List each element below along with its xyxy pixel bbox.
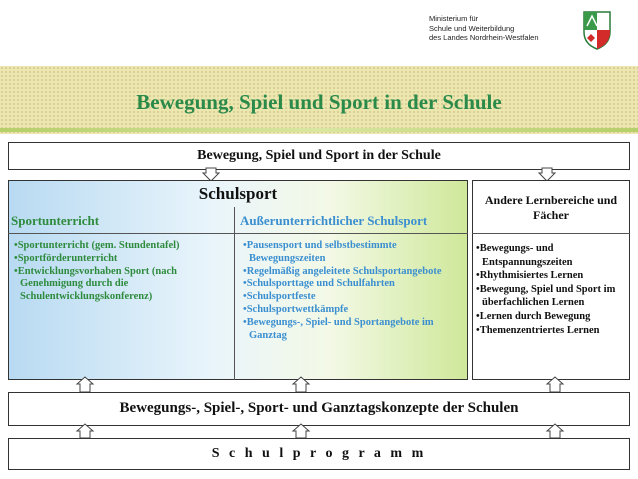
list-item: •Regelmäßig angeleitete Schulsportangebote	[243, 265, 442, 277]
ministry-line: Ministerium für	[429, 14, 479, 23]
top-box-label: Bewegung, Spiel und Sport in der Schule	[197, 148, 441, 163]
ministry-logo-text	[429, 14, 579, 43]
up-arrow-icon	[76, 376, 94, 393]
up-arrow-icon	[546, 376, 564, 393]
up-arrow-icon	[546, 423, 564, 439]
ausserunterrichtlich-list	[243, 240, 465, 342]
list-item: •Sportunterricht (gem. Stundentafel)	[14, 240, 180, 251]
page-title: Bewegung, Spiel und Sport in der Schule	[136, 90, 502, 114]
list-item: •Entwicklungsvorhaben Sport (nach Genehmigung durch die Schulentwicklungskonferenz)	[14, 265, 177, 303]
up-arrow-icon	[76, 423, 94, 439]
nrw-crest-icon	[582, 10, 612, 50]
list-item: •Rhythmisiertes Lernen	[476, 270, 584, 282]
ministry-line: des Landes Nordrhein-Westfalen	[429, 33, 539, 42]
list-item: •Sportförderunterricht	[14, 252, 118, 264]
list-item: •Schulsportwettkämpfe	[243, 303, 349, 315]
up-arrow-icon	[292, 376, 310, 393]
header-rule	[8, 233, 468, 234]
ausserunterrichtlich-heading: Außerunterrichtlicher Schulsport	[240, 213, 428, 228]
andere-lernbereiche-list	[476, 242, 630, 337]
list-item: •Themenzentriertes Lernen	[476, 324, 600, 336]
andere-rule	[472, 233, 630, 234]
up-arrow-icon	[292, 423, 310, 439]
ministry-line: Schule und Weiterbildung	[429, 23, 515, 33]
list-item: •Schulsportfeste	[243, 291, 316, 303]
title-band-accent	[0, 128, 638, 132]
list-item: •Bewegungs- und Entspannungszeiten	[476, 243, 573, 268]
list-item: •Pausensport und selbstbestimmte Bewegungszeiten	[243, 240, 397, 264]
sportunterricht-heading: Sportunterricht	[11, 213, 100, 228]
schulsport-title: Schulsport	[198, 184, 278, 203]
sportunterricht-list	[14, 240, 230, 304]
list-item: •Schulsporttage und Schulfahrten	[243, 278, 395, 290]
schulprogramm-label: S c h u l p r o g r a m m	[211, 446, 427, 461]
konzepte-label: Bewegungs-, Spiel-, Sport- und Ganztagskonzepte der Schulen	[119, 400, 519, 416]
list-item: •Bewegung, Spiel und Sport im überfachlichen Lernen	[476, 283, 616, 309]
list-item: •Lernen durch Bewegung	[476, 310, 591, 322]
list-item: •Bewegungs-, Spiel- und Sportangebote im Ganztag	[243, 316, 434, 341]
andere-lernbereiche-title: Andere Lernbereiche und Fächer	[484, 193, 618, 222]
